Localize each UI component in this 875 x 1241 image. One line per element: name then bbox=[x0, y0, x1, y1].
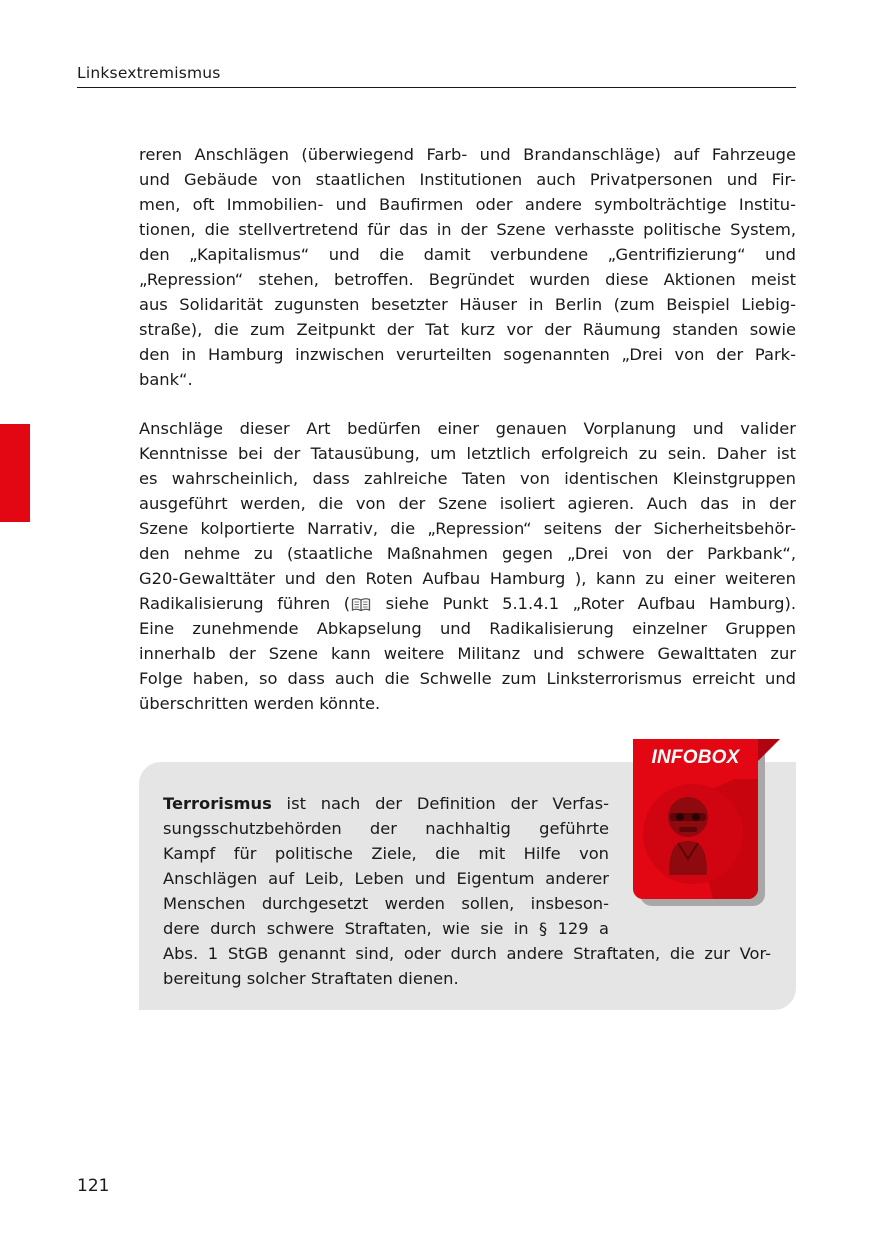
infobox-line: sungsschutzbehörden der nachhaltig geführte bbox=[163, 819, 609, 838]
text-line: bank“. bbox=[139, 370, 193, 389]
running-head: Linksextremismus bbox=[77, 64, 796, 88]
infobox-line: dere durch schwere Straftaten, wie sie in § 129 a bbox=[163, 919, 609, 938]
text-line: Eine zunehmende Abkapselung und Radikalisierung einzelner Gruppen bbox=[139, 619, 796, 638]
infobox-label: INFOBOX bbox=[651, 747, 740, 768]
text-fragment: ist nach der Definition der Verfas- bbox=[271, 794, 609, 813]
text-line: überschritten werden könnte. bbox=[139, 694, 381, 713]
infobox-badge bbox=[633, 739, 758, 899]
text-line: G20-Gewalttäter und den Roten Aufbau Hamburg ), kann zu einer weiteren bbox=[139, 569, 796, 588]
infobox-badge-fold bbox=[758, 739, 780, 761]
text-line: den nehme zu (staatliche Maßnahmen gegen „Drei von der Parkbank“, bbox=[139, 544, 796, 563]
text-line: den in Hamburg inzwischen verurteilten sogenannten „Drei von der Park- bbox=[139, 345, 796, 364]
infobox-line: bereitung solcher Straftaten dienen. bbox=[163, 969, 459, 988]
text-line: und Gebäude von staatlichen Institutionen auch Privatpersonen und Fir- bbox=[139, 170, 796, 189]
text-line: den „Kapitalismus“ und die damit verbundene „Gentrifizierung“ und bbox=[139, 245, 796, 264]
infobox-line: Kampf für politische Ziele, die mit Hilfe von bbox=[163, 844, 609, 863]
text-line: es wahrscheinlich, dass zahlreiche Taten von identischen Kleinstgruppen bbox=[139, 469, 796, 488]
text-line: men, oft Immobilien- und Baufirmen oder andere symbolträchtige Institu- bbox=[139, 195, 796, 214]
chapter-side-marker bbox=[0, 424, 30, 522]
infobox-line: Anschlägen auf Leib, Leben und Eigentum anderer bbox=[163, 869, 609, 888]
text-line: Folge haben, so dass auch die Schwelle zum Linksterrorismus erreicht und bbox=[139, 669, 796, 688]
text-line: innerhalb der Szene kann weitere Militanz und schwere Gewalttaten zur bbox=[139, 644, 796, 663]
text-line: reren Anschlägen (überwiegend Farb- und Brandanschläge) auf Fahrzeuge bbox=[139, 145, 796, 164]
text-line: tionen, die stellvertretend für das in der Szene verhasste politische System, bbox=[139, 220, 796, 239]
cross-reference-line bbox=[139, 591, 796, 616]
text-fragment: siehe Punkt 5.1.4.1 „Roter Aufbau Hamburg). bbox=[372, 594, 796, 613]
paragraph-2 bbox=[139, 416, 796, 716]
text-line: Kenntnisse bei der Tatausübung, um letztlich erfolgreich zu sein. Daher ist bbox=[139, 444, 796, 463]
text-line: Szene kolportierte Narrativ, die „Repression“ seitens der Sicherheitsbehör- bbox=[139, 519, 796, 538]
paragraph-1 bbox=[139, 142, 796, 392]
masked-person-icon bbox=[633, 779, 758, 899]
text-line: straße), die zum Zeitpunkt der Tat kurz vor der Räumung standen sowie bbox=[139, 320, 796, 339]
infobox-line bbox=[163, 791, 609, 816]
text-line: „Repression“ stehen, betroffen. Begründet wurden diese Aktionen meist bbox=[139, 270, 796, 289]
text-line: ausgeführt werden, die von der Szene isoliert agieren. Auch das in der bbox=[139, 494, 796, 513]
text-line: Anschläge dieser Art bedürfen einer genauen Vorplanung und valider bbox=[139, 419, 796, 438]
book-icon bbox=[351, 597, 371, 612]
infobox-line: Abs. 1 StGB genannt sind, oder durch andere Straftaten, die zur Vor- bbox=[163, 944, 771, 963]
text-line: aus Solidarität zugunsten besetzter Häuser in Berlin (zum Beispiel Liebig- bbox=[139, 295, 796, 314]
text-fragment: Radikalisierung führen ( bbox=[139, 594, 351, 613]
infobox-term: Terrorismus bbox=[163, 794, 272, 813]
infobox-line: Menschen durchgesetzt werden sollen, insbeson- bbox=[163, 894, 609, 913]
page-number: 121 bbox=[77, 1176, 110, 1196]
